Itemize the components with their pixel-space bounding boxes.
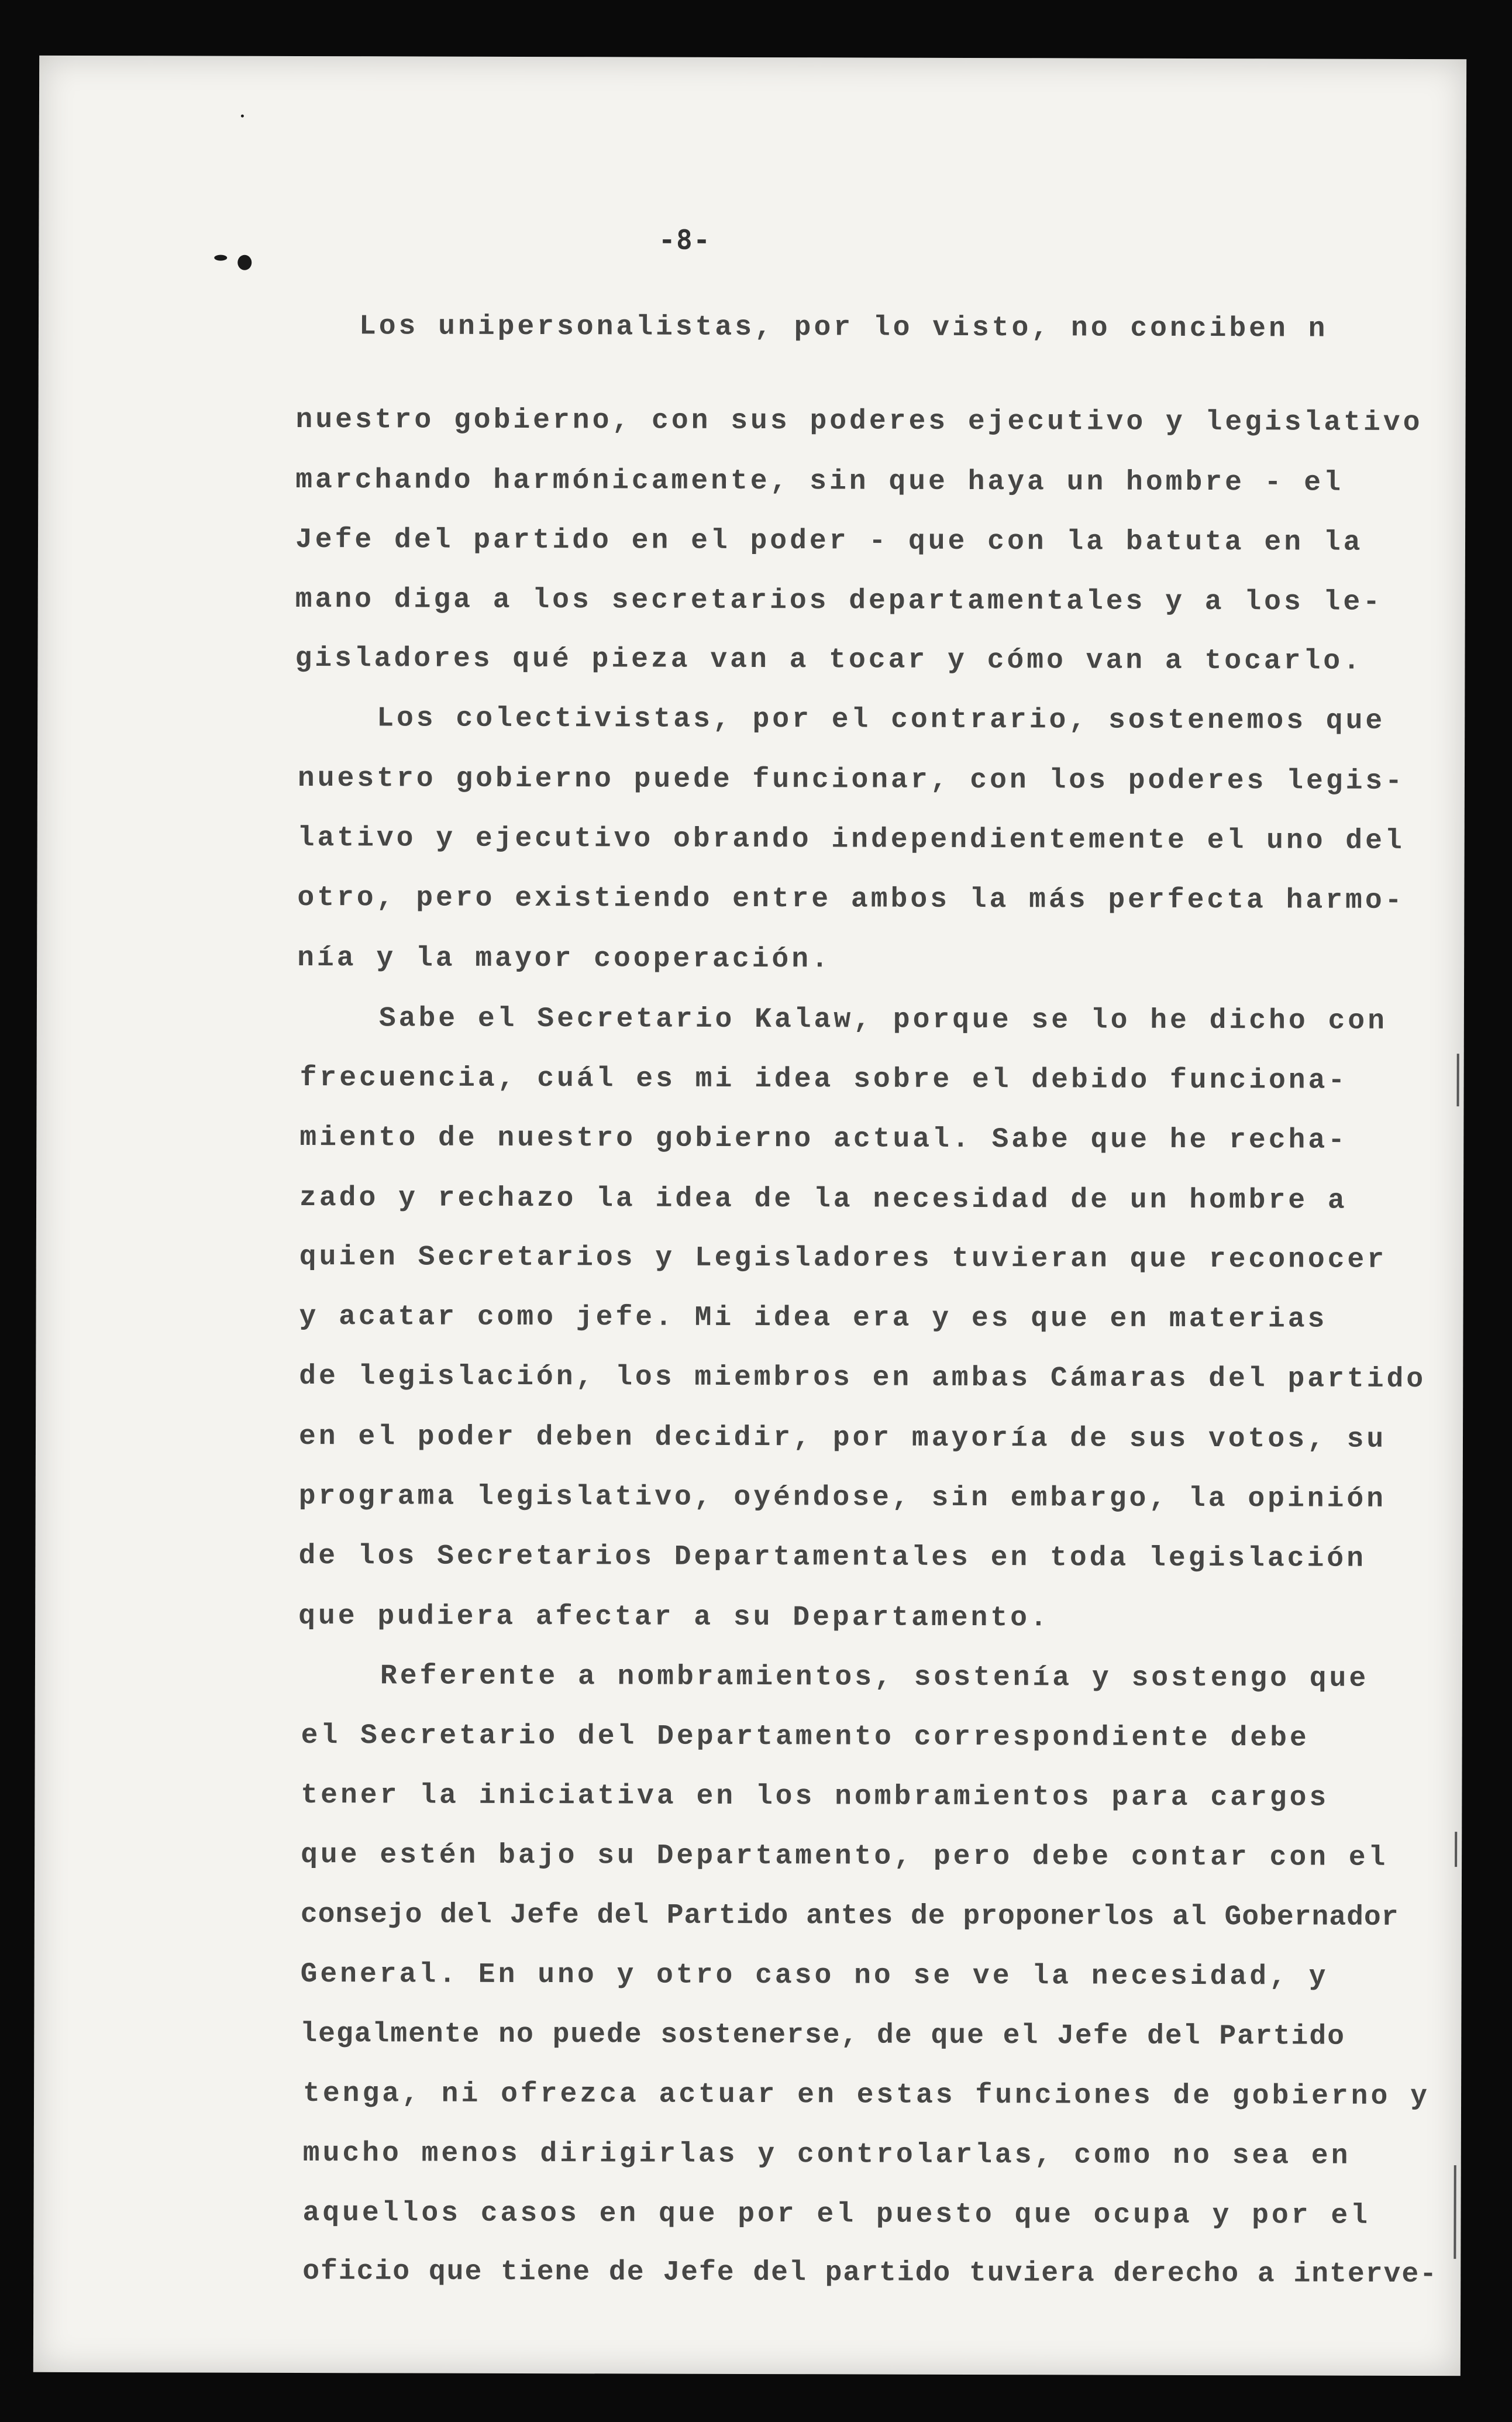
text-line: General. En uno y otro caso no se ve la necesidad, y <box>300 1958 1329 1993</box>
text-line: mano diga a los secretarios departamentales y a los le- <box>295 583 1383 618</box>
text-line: aquellos casos en que por el puesto que ocupa y por el <box>302 2197 1371 2232</box>
edge-mark <box>1455 1832 1457 1867</box>
text-line: tenga, ni ofrezca actuar en estas funciones de gobierno y <box>302 2078 1431 2113</box>
text-line: lativo y ejecutivo obrando independientemente el uno del <box>297 822 1405 857</box>
text-line: marchando harmónicamente, sin que haya un hombre - el <box>295 464 1344 499</box>
text-line: de legislación, los miembros en ambas Cámaras del partido <box>299 1360 1427 1396</box>
text-line: el Secretario del Departamento correspondiente debe <box>301 1719 1310 1754</box>
text-line: tener la iniciativa en los nombramientos para cargos <box>301 1779 1330 1814</box>
text-line: Sabe el Secretario Kalaw, porque se lo he dicho con <box>378 1003 1387 1037</box>
text-line: programa legislativo, oyéndose, sin embargo, la opinión <box>298 1480 1387 1515</box>
text-line: nía y la mayor cooperación. <box>297 942 831 976</box>
text-line: en el poder deben decidir, por mayoría de sus votos, su <box>298 1420 1387 1456</box>
typewritten-page <box>33 56 1466 2376</box>
text-line: Los colectivistas, por el contrario, sostenemos que <box>377 703 1386 737</box>
text-line: nuestro gobierno puede funcionar, con los poderes legis- <box>297 762 1406 797</box>
edge-mark <box>1456 1054 1459 1106</box>
text-line: Jefe del partido en el poder - que con la batuta en la <box>295 524 1363 559</box>
ink-speck <box>237 255 252 270</box>
text-line: nuestro gobierno, con sus poderes ejecutivo y legislativo <box>295 404 1423 439</box>
text-line: de los Secretarios Departamentales en toda legislación <box>298 1540 1366 1575</box>
text-line: Los unipersonalistas, por lo visto, no conciben n <box>359 311 1328 345</box>
ink-speck <box>241 115 244 118</box>
text-line: miento de nuestro gobierno actual. Sabe que he recha- <box>299 1121 1348 1157</box>
body-text <box>39 56 1466 2291</box>
text-line: consejo del Jefe del Partido antes de proponerlos al Gobernador <box>300 1898 1399 1934</box>
text-line: zado y rechazo la idea de la necesidad de un hombre a <box>299 1182 1348 1217</box>
text-line: oficio que tiene de Jefe del partido tuviera derecho a interve- <box>302 2256 1438 2291</box>
edge-mark <box>1454 2165 1456 2259</box>
text-line: quien Secretarios y Legisladores tuvieran que reconocer <box>299 1241 1387 1276</box>
text-line: Referente a nombramientos, sostenía y sostengo que <box>380 1660 1369 1695</box>
text-line: gisladores qué pieza van a tocar y cómo van a tocarlo. <box>295 642 1363 677</box>
text-line: que estén bajo su Departamento, pero debe contar con el <box>301 1839 1389 1874</box>
text-line: frecuencia, cuál es mi idea sobre el debido funciona- <box>299 1062 1348 1097</box>
text-line: mucho menos dirigirlas y controlarlas, como no sea en <box>302 2138 1351 2172</box>
page-number: -8- <box>659 223 711 256</box>
text-line: y acatar como jefe. Mi idea era y es que en materias <box>299 1301 1328 1336</box>
text-line: que pudiera afectar a su Departamento. <box>298 1600 1050 1635</box>
text-line: legalmente no puede sostenerse, de que el Jefe del Partido <box>300 2018 1346 2053</box>
ink-speck <box>214 255 227 261</box>
text-line: otro, pero existiendo entre ambos la más perfecta harmo- <box>297 882 1405 917</box>
